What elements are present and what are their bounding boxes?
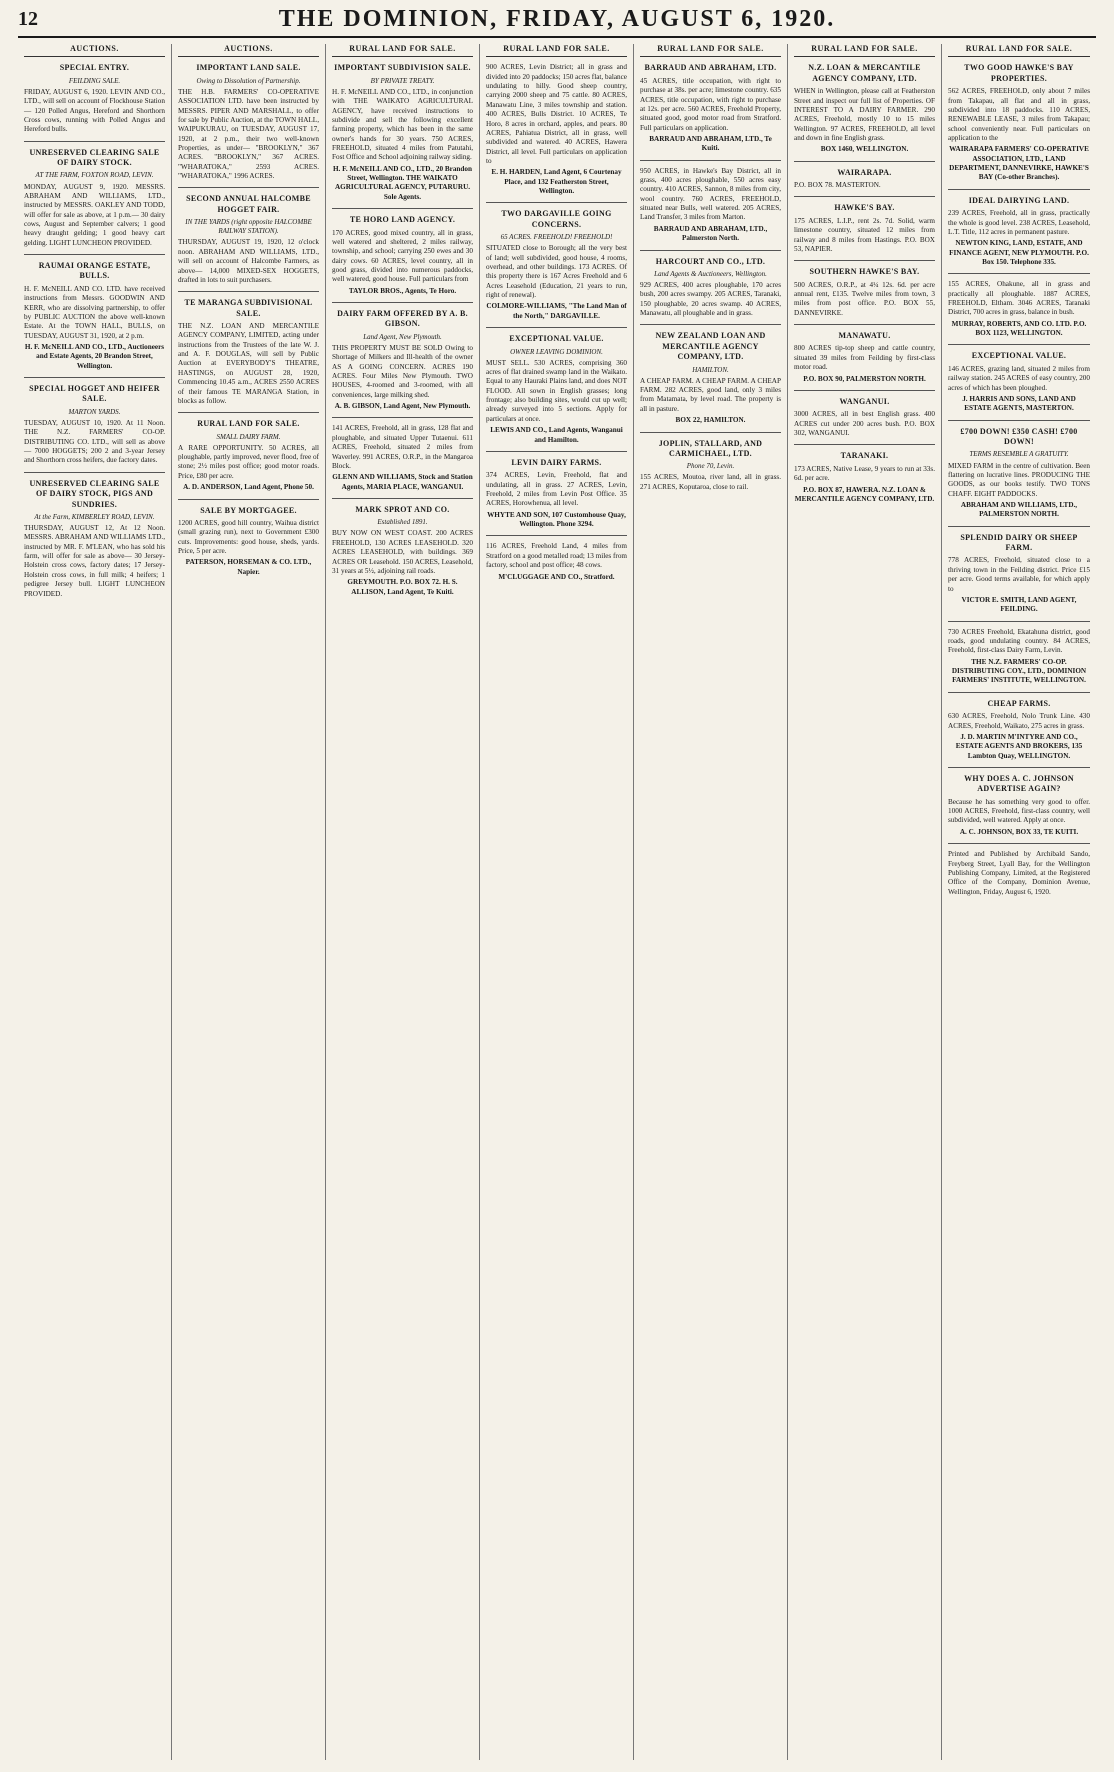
ad-divider [640, 432, 781, 433]
ad-body: 374 ACRES, Levin, Freehold, flat and undulating, all in grass. 27 ACRES, Levin, Freehold, 2 miles from Levin Post Office. 35 ACRES, Horowhenua, all level. [486, 471, 627, 508]
advertisement [178, 298, 319, 406]
ad-signature: WAIRARAPA FARMERS' CO-OPERATIVE ASSOCIATION, LTD., LAND DEPARTMENT, DANNEVIRKE, HAWKE'S BAY (Co-other Branches). [949, 145, 1089, 182]
ad-body: H. F. McNEILL AND CO., LTD., in conjunction with THE WAIKATO AGRICULTURAL AGENCY, have received instructions to subdivide and sell the following excellent farming property, which has been in the same owner's hands for 30 years. 750 ACRES, FREEHOLD, situated 4 miles from Patutahi, Fost Office and School adjoining railway siding. [332, 87, 473, 162]
ad-divider [948, 526, 1090, 527]
ad-body: 950 ACRES, in Hawke's Bay District, all in grass, 400 acres ploughable, 550 acres easy country. 410 ACRES, Sannon, 8 miles from city, wool country. 760 ACRES, FREEHOLD, situated near Bulls, well watered. 205 ACRES, Land Transfer, 3 miles from Marton. [640, 166, 781, 222]
ad-body: 141 ACRES, Freehold, all in grass, 128 flat and ploughable, and situated Upper Tutaenui. 611 ACRES, Freehold, situated 2 miles from Waverley. 991 ACRES, O.R.P., in the Mangaroa Block. [332, 424, 473, 470]
advertisement [640, 167, 781, 244]
ad-body: THE N.Z. LOAN AND MERCANTILE AGENCY COMPANY, LIMITED, acting under instructions from the Trustees of the late W. J. and A. F. DOUGLAS, will sell by Public Auction at EVERYBODY'S THEATRE, HASTINGS, on AUGUST 28, 1920, Commencing 10.45 a.m., ACRES 2550 ACRES of their famous TE MARANGA Station, in blocks as follow. [178, 322, 319, 405]
ad-signature: H. F. McNEILL AND CO., LTD., 20 Brandon Street, Wellington. THE WAIKATO AGRICULTURAL AGENCY, PUTARURU. Sole Agents. [332, 164, 473, 201]
ad-signature: A. B. GIBSON, Land Agent, New Plymouth. [334, 402, 471, 411]
ad-signature: TAYLOR BROS., Agents, Te Horo. [348, 286, 457, 295]
advertisement [794, 267, 935, 318]
ad-heading: WHY DOES A. C. JOHNSON ADVERTISE AGAIN? [964, 773, 1074, 794]
ad-subheading: TERMS RESEMBLE A GRATUITY. [969, 450, 1069, 459]
ad-divider [948, 420, 1090, 421]
advertisement [332, 424, 473, 492]
ad-body: TUESDAY, AUGUST 10, 1920. At 11 Noon. THE N.Z. FARMERS' CO-OP. DISTRIBUTING CO. LTD., will sell as above— 7000 HOGGETS; 200 2 and 3-year Jersey and Shorthorn cross heifers, due factory dates. [24, 418, 165, 465]
ad-columns [18, 44, 1096, 1760]
ad-signature: A. D. ANDERSON, Land Agent, Phone 50. [183, 483, 314, 492]
ad-divider [794, 444, 935, 445]
ad-divider [332, 498, 473, 499]
ad-divider [486, 202, 627, 203]
advertisement [24, 384, 165, 466]
newspaper-title: THE DOMINION, FRIDAY, AUGUST 6, 1920. [278, 6, 836, 32]
ad-divider [794, 390, 935, 391]
column-2 [172, 44, 326, 1760]
ad-subheading: Established 1891. [377, 518, 428, 527]
ad-heading: UNRESERVED CLEARING SALE OF DAIRY STOCK, PIGS AND SUNDRIES. [29, 478, 160, 509]
advertisement [486, 542, 627, 581]
ad-body: BUY NOW ON WEST COAST. 200 ACRES FREEHOLD, 130 ACRES LEASEHOLD. 320 ACRES LEASEHOLD, with buildings. 369 ACRES OR Leasehold. 150 ACRES, Leasehold, 31 years at 5½, adjoining rail roads. [332, 529, 473, 575]
advertisement [178, 63, 319, 181]
ad-divider [640, 160, 781, 161]
advertisement [640, 331, 781, 425]
ad-heading: SECOND ANNUAL HALCOMBE HOGGET FAIR. [186, 194, 311, 214]
ad-divider [640, 324, 781, 325]
advertisement [486, 334, 627, 445]
ad-body: Because he has something very good to offer. 1000 ACRES, Freehold, first-class country, well subdivided, well watered. Apply at once. [948, 797, 1090, 825]
ad-subheading: IN THE YARDS (right opposite HALCOMBE RAILWAY STATION). [185, 218, 312, 236]
ad-signature: A. C. JOHNSON, BOX 33, TE KUITI. [959, 827, 1079, 836]
advertisement [332, 505, 473, 597]
ad-heading: SALE BY MORTGAGEE. [200, 505, 297, 515]
ad-divider [486, 327, 627, 328]
ad-subheading: AT THE FARM, FOXTON ROAD, LEVIN. [35, 171, 154, 180]
ad-body: 3000 ACRES, all in best English grass. 400 ACRES cut under 200 acres bush. P.O. BOX 302, WANGANUI. [794, 410, 935, 438]
ad-subheading: 65 ACRES. FREEHOLD! FREEHOLD! [500, 233, 613, 242]
ad-body: FRIDAY, AUGUST 6, 1920. LEVIN AND CO., LTD., will sell on account of Flockhouse Station— 120 Polled Angus, Hereford and Shorthorn Cross cows, running with Polled Angus and Hereford bulls. [24, 87, 165, 134]
ad-divider [794, 161, 935, 162]
ad-signature: J. HARRIS AND SONS, LAND AND ESTATE AGENTS, MASTERTON. [962, 394, 1076, 413]
ad-body: SITUATED close to Borough; all the very best of land; well subdivided, good house, 4 rooms, overhead, and other buildings. 173 ACRES. Of this property there is 167 Acres Freehold and 6 Acres Leasehold (Education, 21 years to run, right of renewal). [486, 244, 627, 300]
ad-signature: LEWIS AND CO., Land Agents, Wanganui and Hamilton. [490, 426, 623, 444]
ad-subheading: Land Agents & Auctioneers, Wellington. [654, 269, 767, 278]
ad-body: 562 ACRES, FREEHOLD, only about 7 miles from Takapau, all flat and all in grass, subdivided into 18 paddocks. 110 ACRES, RENEWABLE LEASE, 3 miles from Takapau; school conveniently near. Full particulars on application to the [948, 87, 1090, 142]
ad-divider [332, 302, 473, 303]
ad-heading: TWO DARGAVILLE GOING CONCERNS. [501, 209, 612, 229]
advertisement [794, 397, 935, 438]
advertisement [332, 63, 473, 202]
ad-signature: BARRAUD AND ABRAHAM, LTD., Palmerston North. [653, 224, 768, 243]
ad-divider [24, 141, 165, 142]
ad-divider [486, 451, 627, 452]
advertisement [948, 63, 1090, 182]
advertisement [794, 168, 935, 191]
ad-body: P.O. BOX 78. MASTERTON. [794, 181, 881, 190]
ad-divider [178, 499, 319, 500]
advertisement [640, 63, 781, 153]
advertisement [486, 209, 627, 321]
column-heading: RURAL LAND FOR SALE. [948, 44, 1090, 57]
ad-signature: WHYTE AND SON, 107 Customhouse Quay, Wellington. Phone 3294. [487, 510, 626, 529]
ad-heading: DAIRY FARM OFFERED BY A. B. GIBSON. [337, 309, 468, 329]
ad-body: 1200 ACRES, good hill country, Waihua district (small grazing run), next to Government £300 cuts. Improvements: good house, sheds, yards. Price, 5 per acre. [178, 518, 319, 555]
advertisement [178, 506, 319, 578]
ad-body: MUST SELL. 530 ACRES, comprising 360 acres of flat drained swamp land in the Waikato. Equal to any Hauraki Plains land, and does NOT FLOOD. All sown in English grasses; long frontage; also building sites, would cut up well; already surveyed into 5 sections. Apply for particulars at once. [486, 358, 627, 423]
ad-heading: SPECIAL ENTRY. [59, 63, 130, 73]
advertisement [332, 215, 473, 296]
ad-divider [948, 273, 1090, 274]
advertisement [24, 479, 165, 599]
ad-body: 155 ACRES, Ohakune, all in grass and practically all ploughable. 1887 ACRES, FREEHOLD, Eltham. 3046 ACRES, Taranaki District, 700 acres in grass, balance in bush. [948, 280, 1090, 317]
ad-signature: ABRAHAM AND WILLIAMS, LTD., PALMERSTON NORTH. [960, 500, 1078, 519]
ad-heading: TE HORO LAND AGENCY. [349, 215, 456, 225]
ad-body: 146 ACRES, grazing land, situated 2 miles from railway station. 245 ACRES of easy country, 200 acres of which has been ploughed. [948, 364, 1090, 392]
column-7 [942, 44, 1096, 1760]
ad-heading: SPECIAL HOGGET AND HEIFER SALE. [29, 384, 160, 404]
ad-signature: PATERSON, HORSEMAN & CO. LTD., Napier. [185, 558, 312, 576]
ad-divider [178, 187, 319, 188]
ad-heading: HARCOURT AND CO., LTD. [655, 256, 766, 266]
ad-divider [332, 417, 473, 418]
advertisement [948, 850, 1090, 897]
advertisement [24, 63, 165, 134]
ad-subheading: MARTON YARDS. [68, 407, 121, 416]
column-heading: RURAL LAND FOR SALE. [332, 44, 473, 57]
ad-signature: P.O. BOX 90, PALMERSTON NORTH. [803, 374, 926, 383]
ad-signature: BOX 1460, WELLINGTON. [820, 145, 909, 154]
ad-heading: SOUTHERN HAWKE'S BAY. [809, 267, 920, 277]
ad-body: 630 ACRES, Freehold, Nolo Trunk Line. 430 ACRES, Freehold, Waikato, 275 acres in grass. [948, 712, 1090, 730]
ad-divider [948, 189, 1090, 190]
column-heading: AUCTIONS. [24, 44, 165, 57]
ad-body: THURSDAY, AUGUST 12, At 12 Noon. MESSRS. ABRAHAM AND WILLIAMS LTD., instructed by MR. F. M'LEAN, who has sold his farm, will offer for sale as above— 30 Jersey-Holstein cross cows, factory dates; 17 Jersey-Holstein cross cows, in full milk; 4 heifers; 1 pedigree Jersey bull. LIGHT LUNCHEON PROVIDED. [24, 524, 165, 598]
ad-divider [178, 412, 319, 413]
ad-divider [178, 291, 319, 292]
ad-signature: MURRAY, ROBERTS, AND CO. LTD. P.O. BOX 1123, WELLINGTON. [951, 319, 1087, 338]
ad-divider [948, 621, 1090, 622]
advertisement [640, 439, 781, 493]
ad-signature: GREYMOUTH. P.O. BOX 72. H. S. ALLISON, Land Agent, Te Kuiti. [347, 578, 458, 596]
ad-subheading: At the Farm, KIMBERLEY ROAD, LEVIN. [34, 512, 155, 521]
advertisement [794, 63, 935, 154]
ad-divider [948, 767, 1090, 768]
masthead [18, 6, 1096, 38]
ad-body: MONDAY, AUGUST 9, 1920. MESSRS. ABRAHAM AND WILLIAMS, LTD., instructed by MESSRS. OAKLEY AND TODD, will offer for sale as above, at 1 p.m.— 30 dairy cows, August and September calvers; 1 good heavy draught gelding; 1 good heavy cart gelding. LIGHT LUNCHEON PROVIDED. [24, 182, 165, 247]
advertisement [948, 533, 1090, 615]
column-heading: RURAL LAND FOR SALE. [486, 44, 627, 57]
column-5 [634, 44, 788, 1760]
ad-divider [794, 260, 935, 261]
ad-divider [24, 254, 165, 255]
ad-divider [486, 535, 627, 536]
ad-heading: EXCEPTIONAL VALUE. [509, 334, 604, 344]
ad-body: MIXED FARM in the centre of cultivation. Been flattering on lucrative lines. PRODUCING THE GOODS, as our books testify. TWO TONS CHAFF. EIGHT PADDOCKS. [948, 461, 1090, 498]
ad-subheading: Land Agent, New Plymouth. [363, 332, 442, 341]
ad-heading: N.Z. LOAN & MERCANTILE AGENCY COMPANY, LTD. [808, 63, 921, 83]
ad-heading: LEVIN DAIRY FARMS. [511, 457, 602, 467]
ad-subheading: HAMILTON. [692, 365, 729, 374]
ad-heading: WANGANUI. [839, 396, 890, 406]
page-number: 12 [18, 8, 38, 30]
ad-heading: NEW ZEALAND LOAN AND MERCANTILE AGENCY COMPANY, LTD. [655, 331, 766, 362]
ad-body: WHEN in Wellington, please call at Featherston Street and inspect our full list of Properties. OF INTEREST TO A DAIRY FARMER. 290 ACRES, Freehold, mostly 10 to 15 miles Wellington. 97 ACRES, FREEHOLD, all level and down in fine English grass. [794, 87, 935, 142]
ad-body: THE H.B. FARMERS' CO-OPERATIVE ASSOCIATION LTD. have been instructed by MESSRS. PIPER AND MARSHALL, to offer for sale by Public Auction, at the TOWN HALL, WAIPUKURAU, on TUESDAY, AUGUST 17, 1920, at 2 p.m., their two well-known Properties, as under— "BROOKLYN," 367 ACRES. "BROOKLYN," 367 ACRES. "WHARATOKA," 2593 ACRES. "WHARATOKA," 1996 ACRES. [178, 87, 319, 181]
ad-body: 155 ACRES, Moutoa, river land, all in grass. 271 ACRES, Koputaroa, close to rail. [640, 473, 781, 491]
ad-heading: UNRESERVED CLEARING SALE OF DAIRY STOCK. [29, 147, 160, 168]
ad-signature: NEWTON KING, LAND, ESTATE, AND FINANCE AGENT, NEW PLYMOUTH. P.O. Box 150. Telephone 335. [949, 239, 1089, 266]
ad-heading: £700 DOWN! £350 CASH! £700 DOWN! [960, 426, 1078, 447]
ad-signature: E. H. HARDEN, Land Agent, 6 Courtenay Place, and 132 Featherston Street, Wellington. [491, 168, 622, 196]
ad-heading: TARANAKI. [840, 451, 889, 461]
ad-subheading: Owing to Dissolution of Partnership. [196, 76, 301, 85]
advertisement [24, 148, 165, 248]
ad-body: 800 ACRES tip-top sheep and cattle country, situated 39 miles from Feilding by first-class motor road. [794, 344, 935, 372]
ad-heading: JOPLIN, STALLARD, AND CARMICHAEL, LTD. [658, 438, 763, 458]
ad-subheading: Phone 70, Levin. [686, 462, 735, 471]
ad-signature: GLENN AND WILLIAMS, Stock and Station Agents, MARIA PLACE, WANGANUI. [332, 473, 473, 491]
advertisement [948, 699, 1090, 761]
ad-body: 116 ACRES, Freehold Land, 4 miles from Stratford on a good metalled road; 13 miles from factory, school and post office; 48 cows. [486, 542, 627, 570]
ad-divider [332, 208, 473, 209]
column-3 [326, 44, 480, 1760]
ad-subheading: SMALL DAIRY FARM. [216, 432, 281, 441]
ad-divider [640, 250, 781, 251]
ad-divider [794, 324, 935, 325]
ad-body: THURSDAY, AUGUST 19, 1920, 12 o'clock noon. ABRAHAM AND WILLIAMS, LTD., will sell on account of Halcombe Farmers, as above— 14,000 MIXED-SEX HOGGETS, drafted in lots to suit purchasers. [178, 238, 319, 284]
advertisement [794, 451, 935, 504]
advertisement [948, 628, 1090, 686]
advertisement [24, 261, 165, 371]
column-4 [480, 44, 634, 1760]
ad-signature: BARRAUD AND ABRAHAM, LTD., Te Kuiti. [649, 134, 772, 153]
ad-body: 500 ACRES, O.R.P., at 4¼ 12s. 6d. per acre annual rent, £135. Twelve miles from town, 3 miles from post office. P.O. BOX 55, DANNEVIRKE. [794, 280, 935, 317]
ad-body: A RARE OPPORTUNITY. 50 ACRES, all ploughable, partly improved, never flood, free of stone; 2½ miles post office; good motor roads. Price, £80 per acre. [178, 443, 319, 480]
advertisement [948, 427, 1090, 520]
advertisement [178, 419, 319, 492]
ad-divider [794, 196, 935, 197]
ad-heading: RURAL LAND FOR SALE. [197, 419, 300, 429]
ad-divider [24, 472, 165, 473]
ad-heading: MANAWATU. [838, 331, 891, 341]
ad-body: 175 ACRES, L.I.P., rent 2s. 7d. Solid, warm limestone country, situated 12 miles from railway and 8 miles from Hastings. P.O. BOX 53, NAPIER. [794, 216, 935, 253]
advertisement [794, 331, 935, 384]
ad-body: 900 ACRES, Levin District; all in grass and divided into 20 paddocks; 150 acres flat, balance undulating to hilly. Good sheep country, carrying 2000 sheep and 75 cattle. 80 ACRES, Manawatu Line, 3 miles township and station. 400 ACRES, Bulls District. 10 ACRES, Te Horo, 8 acres in orchard, apples, and pears. 80 ACRES, Pahiatua District, all in grass, well subdivided and watered. 40 ACRES, Hawera District, all level. Full particulars on application to [486, 63, 627, 165]
ad-body: 45 ACRES, title occupation, with right to purchase at 38s. per acre; limestone country. 635 ACRES, title occupation, with right to purchase at 12s. per acre. 560 ACRES, Freehold Property, situated good, good motor road from Stratford. Full particulars on application. [640, 76, 781, 132]
advertisement [948, 351, 1090, 413]
ad-divider [948, 692, 1090, 693]
ad-heading: CHEAP FARMS. [987, 698, 1051, 708]
ad-heading: MARK SPROT AND CO. [355, 505, 450, 514]
ad-signature: COLMORE-WILLIAMS, "The Land Man of the North," DARGAVILLE. [486, 302, 627, 320]
column-heading: RURAL LAND FOR SALE. [794, 44, 935, 57]
ad-subheading: OWNER LEAVING DOMINION. [510, 347, 603, 356]
column-1 [18, 44, 172, 1760]
ad-heading: HAWKE'S BAY. [834, 203, 895, 213]
ad-body: 778 ACRES, Freehold, situated close to a thriving town in the Feilding district. Price £15 per acre. Good terms available, for which apply to [948, 556, 1090, 593]
ad-body: 730 ACRES Freehold, Ekatahuna district, good roads, good undulating country. 84 ACRES, Freehold, first-class Dairy Farm, Levin. [948, 627, 1090, 655]
advertisement [948, 280, 1090, 338]
ad-subheading: BY PRIVATE TREATY. [370, 76, 435, 85]
ad-signature: THE N.Z. FARMERS' CO-OP. DISTRIBUTING COY., LTD., DOMINION FARMERS' INSTITUTE, WELLINGTON. [951, 657, 1087, 685]
ad-heading: BARRAUD AND ABRAHAM, LTD. [644, 63, 777, 73]
advertisement [486, 63, 627, 196]
ad-signature: J. D. MARTIN M'INTYRE AND CO., ESTATE AGENTS AND BROKERS, 135 Lambton Quay, WELLINGTON. [955, 732, 1083, 760]
ad-signature: VICTOR E. SMITH, LAND AGENT, FEILDING. [961, 595, 1077, 614]
ad-body: H. F. McNEILL AND CO. LTD. have received instructions from Messrs. GOODWIN AND KERR, who are dissolving partnership, to offer by PUBLIC AUCTION the above well-known Estate. At the TOWN HALL, BULLS, on TUESDAY, AUGUST 31, 1920, at 2 p.m. [24, 284, 165, 340]
ad-heading: EXCEPTIONAL VALUE. [971, 351, 1067, 361]
ad-divider [948, 344, 1090, 345]
advertisement [332, 309, 473, 411]
ad-heading: TWO GOOD HAWKE'S BAY PROPERTIES. [964, 63, 1074, 83]
ad-subheading: FEILDING SALE. [68, 76, 121, 85]
advertisement [948, 774, 1090, 837]
ad-signature: M'CLUGGAGE AND CO., Stratford. [498, 572, 615, 581]
column-heading: RURAL LAND FOR SALE. [640, 44, 781, 57]
ad-body: 929 ACRES, 400 acres ploughable, 170 acres bush, 200 acres swampy. 205 ACRES, Taranaki, 150 ploughable, 20 acres swamp. 40 ACRES, Manawatu, all ploughable and in grass. [640, 281, 781, 318]
ad-heading: SPLENDID DAIRY OR SHEEP FARM. [960, 532, 1078, 553]
ad-heading: IMPORTANT SUBDIVISION SALE. [334, 63, 471, 73]
ad-body: 173 ACRES, Native Lease, 9 years to run at 33s. 6d. per acre. [794, 464, 935, 483]
advertisement [486, 458, 627, 530]
column-heading: AUCTIONS. [178, 44, 319, 57]
advertisement [794, 203, 935, 254]
ad-divider [24, 377, 165, 378]
advertisement [178, 194, 319, 285]
advertisement [640, 257, 781, 319]
ad-signature: H. F. McNEILL AND CO., LTD., Auctioneers and Estate Agents, 20 Brandon Street, Wellington. [24, 343, 165, 370]
ad-body: Printed and Published by Archibald Sando, Freyberg Street, Lyall Bay, for the Wellington Publishing Company, Limited, at the Registered Office of the Company, Dominion Avenue, Wellington, Friday, August 6, 1920. [948, 850, 1090, 896]
ad-body: A CHEAP FARM. A CHEAP FARM. A CHEAP FARM. 282 ACRES, good land, only 3 miles from Matamata, by level road. The property is all in pasture. [640, 376, 781, 413]
ad-signature: P.O. BOX 87, HAWERA. N.Z. LOAN & MERCANTILE AGENCY COMPANY, LTD. [794, 485, 935, 503]
ad-body: 239 ACRES, Freehold, all in grass, practically the whole is good level. 238 ACRES, Leasehold, L.T. Title, 112 acres in permanent pasture. [948, 209, 1090, 236]
ad-divider [948, 843, 1090, 844]
ad-heading: WAIRARAPA. [837, 167, 892, 177]
ad-heading: TE MARANGA SUBDIVISIONAL SALE. [184, 298, 313, 318]
advertisement [948, 196, 1090, 268]
ad-signature: BOX 22, HAMILTON. [675, 416, 746, 425]
ad-body: 170 ACRES, good mixed country, all in grass, well watered and sheltered, 2 miles railway, township, and school; carrying 250 ewes and 30 dairy cows. 60 ACRES, level country, all in good grass, divided into numerous paddocks, well watered, good house. Full particulars from [332, 228, 473, 284]
ad-heading: IMPORTANT LAND SALE. [196, 63, 301, 73]
column-6 [788, 44, 942, 1760]
ad-heading: RAUMAI ORANGE ESTATE, BULLS. [38, 261, 151, 281]
ad-body: THIS PROPERTY MUST BE SOLD Owing to Shortage of Milkers and Ill-health of the owner AS A GOING CONCERN. ACRES 190 ACRES. Four Miles New Plymouth. TWO HOUSES, 4-roomed and 3-roomed, with all conveniences, large milking shed. [332, 343, 473, 399]
ad-heading: IDEAL DAIRYING LAND. [968, 195, 1070, 205]
